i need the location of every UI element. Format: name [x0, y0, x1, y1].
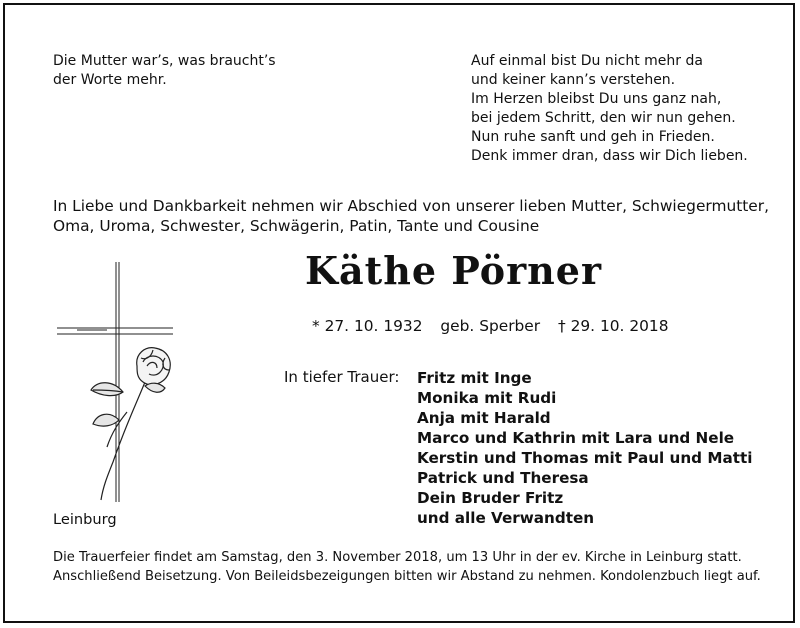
cross-icon: [57, 262, 182, 502]
intro-line: Oma, Uroma, Schwester, Schwägerin, Patin, Tante und Cousine: [53, 217, 540, 235]
place-name: Leinburg: [53, 511, 117, 528]
poem-line: Im Herzen bleibst Du uns ganz nah,: [471, 91, 722, 107]
death-date: † 29. 10. 2018: [558, 317, 669, 335]
poem-left: [53, 52, 276, 90]
mourner: Anja mit Harald: [417, 409, 551, 427]
mourner: Dein Bruder Fritz: [417, 489, 564, 507]
mourner: Marco und Kathrin mit Lara und Nele: [417, 429, 735, 447]
maiden-name: geb. Sperber: [440, 317, 541, 335]
poem-line: Auf einmal bist Du nicht mehr da: [471, 53, 703, 69]
poem-line: Denk immer dran, dass wir Dich lieben.: [471, 148, 748, 164]
rose-icon: [91, 348, 170, 500]
mourning-label: In tiefer Trauer:: [284, 368, 400, 386]
mourner: Monika mit Rudi: [417, 389, 557, 407]
mourner: Fritz mit Inge: [417, 369, 532, 387]
poem-line: Nun ruhe sanft und geh in Frieden.: [471, 129, 715, 145]
life-dates: [312, 317, 682, 336]
mourner: und alle Verwandten: [417, 509, 595, 527]
poem-line: der Worte mehr.: [53, 72, 167, 88]
funeral-notice: [53, 549, 761, 586]
poem-right: [471, 52, 748, 166]
birth-date: * 27. 10. 1932: [312, 317, 423, 335]
mourner: Patrick und Theresa: [417, 469, 589, 487]
mourner: Kerstin und Thomas mit Paul und Matti: [417, 449, 753, 467]
mourners-list: [417, 368, 752, 528]
notice-line: Die Trauerfeier findet am Samstag, den 3. November 2018, um 13 Uhr in der ev. Kirche in Leinburg statt.: [53, 550, 742, 565]
poem-line: und keiner kann’s verstehen.: [471, 72, 676, 88]
notice-line: Anschließend Beisetzung. Von Beileidsbezeigungen bitten wir Abstand zu nehmen. Kondolenzbuch liegt auf.: [53, 568, 761, 584]
cross-with-rose: [57, 262, 182, 506]
poem-line: bei jedem Schritt, den wir nun gehen.: [471, 110, 736, 126]
intro-line: In Liebe und Dankbarkeit nehmen wir Abschied von unserer lieben Mutter, Schwiegermutter,: [53, 197, 769, 215]
intro-text: [53, 196, 769, 236]
deceased-name: Käthe Pörner: [305, 248, 602, 293]
poem-line: Die Mutter war’s, was braucht’s: [53, 53, 276, 69]
